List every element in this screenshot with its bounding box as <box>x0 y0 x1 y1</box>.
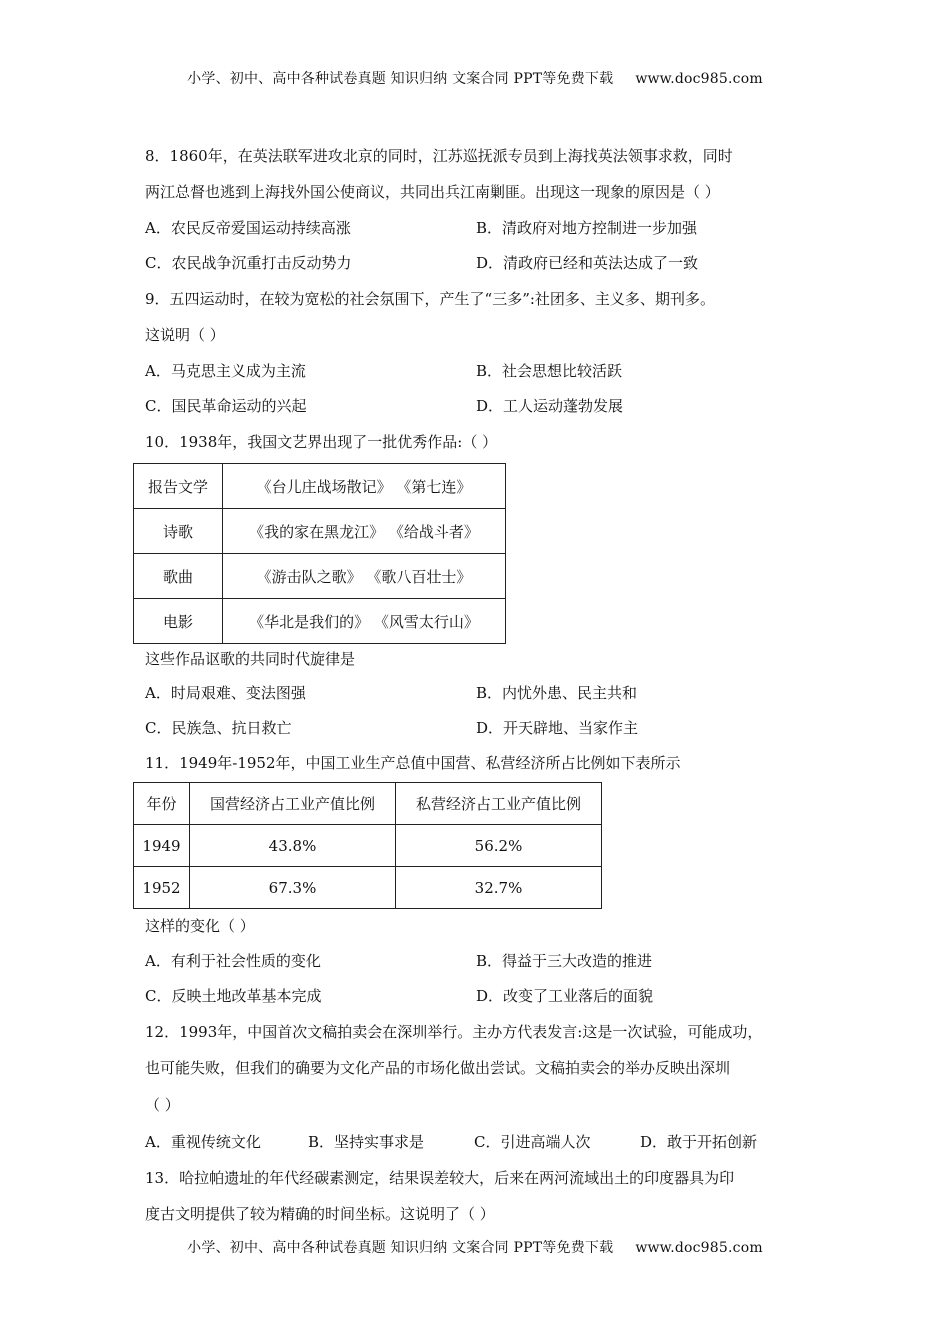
table-header-state: 国营经济占工业产值比例 <box>190 783 396 825</box>
q12-option-b: B．坚持实事求是 <box>308 1133 425 1151</box>
table-header-year: 年份 <box>134 783 190 825</box>
q8-option-c: C．农民战争沉重打击反动势力 <box>145 254 352 272</box>
q11-option-a: A．有利于社会性质的变化 <box>145 952 321 970</box>
q12-option-c: C．引进高端人次 <box>474 1133 591 1151</box>
table-row <box>134 599 506 644</box>
table-cell-category: 歌曲 <box>134 554 223 599</box>
q9-stem-line2: 这说明（ ） <box>145 326 225 344</box>
table-cell-private: 32.7% <box>396 867 602 909</box>
q12-stem-line2: 也可能失败，但我们的确要为文化产品的市场化做出尝试。文稿拍卖会的举办反映出深圳 <box>145 1059 731 1077</box>
q12-stem-line3: （ ） <box>145 1096 180 1114</box>
q8-option-b: B．清政府对地方控制进一步加强 <box>476 219 698 237</box>
q13-stem-line1: 13．哈拉帕遗址的年代经碳素测定，结果误差较大，后来在两河流域出土的印度器具为印 <box>145 1169 735 1187</box>
table-cell-year: 1949 <box>134 825 190 867</box>
table-row <box>134 509 506 554</box>
q9-stem-line1: 9．五四运动时，在较为宽松的社会氛围下，产生了“三多”:社团多、主义多、期刊多。 <box>145 290 715 308</box>
table-cell-category: 诗歌 <box>134 509 223 554</box>
table-cell-works: 《台儿庄战场散记》 《第七连》 <box>223 464 506 509</box>
q9-option-a: A．马克思主义成为主流 <box>145 362 306 380</box>
q13-stem-line2: 度古文明提供了较为精确的时间坐标。这说明了（ ） <box>145 1205 495 1223</box>
table-cell-works: 《我的家在黑龙江》 《给战斗者》 <box>223 509 506 554</box>
q11-option-d: D．改变了工业落后的面貌 <box>476 987 654 1005</box>
footer-url[interactable]: www.doc985.com <box>635 1240 763 1256</box>
q11-option-c: C．反映土地改革基本完成 <box>145 987 322 1005</box>
page-header <box>0 68 950 88</box>
table-cell-category: 电影 <box>134 599 223 644</box>
q11-option-b: B．得益于三大改造的推进 <box>476 952 653 970</box>
table-row <box>134 825 602 867</box>
q11-after-table: 这样的变化（ ） <box>145 917 255 935</box>
q10-option-a: A．时局艰难、变法图强 <box>145 684 306 702</box>
q10-option-c: C．民族急、抗日救亡 <box>145 719 292 737</box>
q12-option-d: D．敢于开拓创新 <box>640 1133 758 1151</box>
q8-stem-line1: 8．1860年，在英法联军进攻北京的同时，江苏巡抚派专员到上海找英法领事求救，同时 <box>145 147 733 165</box>
q10-option-d: D．开天辟地、当家作主 <box>476 719 639 737</box>
q8-stem-line2: 两江总督也逃到上海找外国公使商议，共同出兵江南剿匪。出现这一现象的原因是（ ） <box>145 183 720 201</box>
table-cell-state: 43.8% <box>190 825 396 867</box>
q10-option-b: B．内忧外患、民主共和 <box>476 684 638 702</box>
table-cell-works: 《华北是我们的》 《风雪太行山》 <box>223 599 506 644</box>
q12-stem-line1: 12．1993年，中国首次文稿拍卖会在深圳举行。主办方代表发言:这是一次试验，可能成功， <box>145 1023 763 1041</box>
q10-after-table: 这些作品讴歌的共同时代旋律是 <box>145 650 356 668</box>
table-row <box>134 464 506 509</box>
q10-stem: 10．1938年，我国文艺界出现了一批优秀作品:（ ） <box>145 433 498 451</box>
header-url[interactable]: www.doc985.com <box>635 71 763 87</box>
q12-option-a: A．重视传统文化 <box>145 1133 261 1151</box>
table-header-row <box>134 783 602 825</box>
table-row <box>134 554 506 599</box>
page-footer <box>0 1237 950 1257</box>
header-text: 小学、初中、高中各种试卷真题 知识归纳 文案合同 PPT等免费下载 <box>187 71 614 87</box>
q9-option-d: D．工人运动蓬勃发展 <box>476 397 624 415</box>
footer-text: 小学、初中、高中各种试卷真题 知识归纳 文案合同 PPT等免费下载 <box>187 1240 614 1256</box>
table-header-private: 私营经济占工业产值比例 <box>396 783 602 825</box>
table-cell-private: 56.2% <box>396 825 602 867</box>
table-cell-year: 1952 <box>134 867 190 909</box>
q9-option-b: B．社会思想比较活跃 <box>476 362 623 380</box>
table-cell-state: 67.3% <box>190 867 396 909</box>
table-cell-works: 《游击队之歌》 《歌八百壮士》 <box>223 554 506 599</box>
table-cell-category: 报告文学 <box>134 464 223 509</box>
q11-stem: 11．1949年-1952年，中国工业生产总值中国营、私营经济所占比例如下表所示 <box>145 754 681 772</box>
q11-economy-table <box>133 782 602 909</box>
q8-option-d: D．清政府已经和英法达成了一致 <box>476 254 699 272</box>
table-row <box>134 867 602 909</box>
q10-works-table <box>133 463 506 644</box>
q9-option-c: C．国民革命运动的兴起 <box>145 397 307 415</box>
q8-option-a: A．农民反帝爱国运动持续高涨 <box>145 219 351 237</box>
